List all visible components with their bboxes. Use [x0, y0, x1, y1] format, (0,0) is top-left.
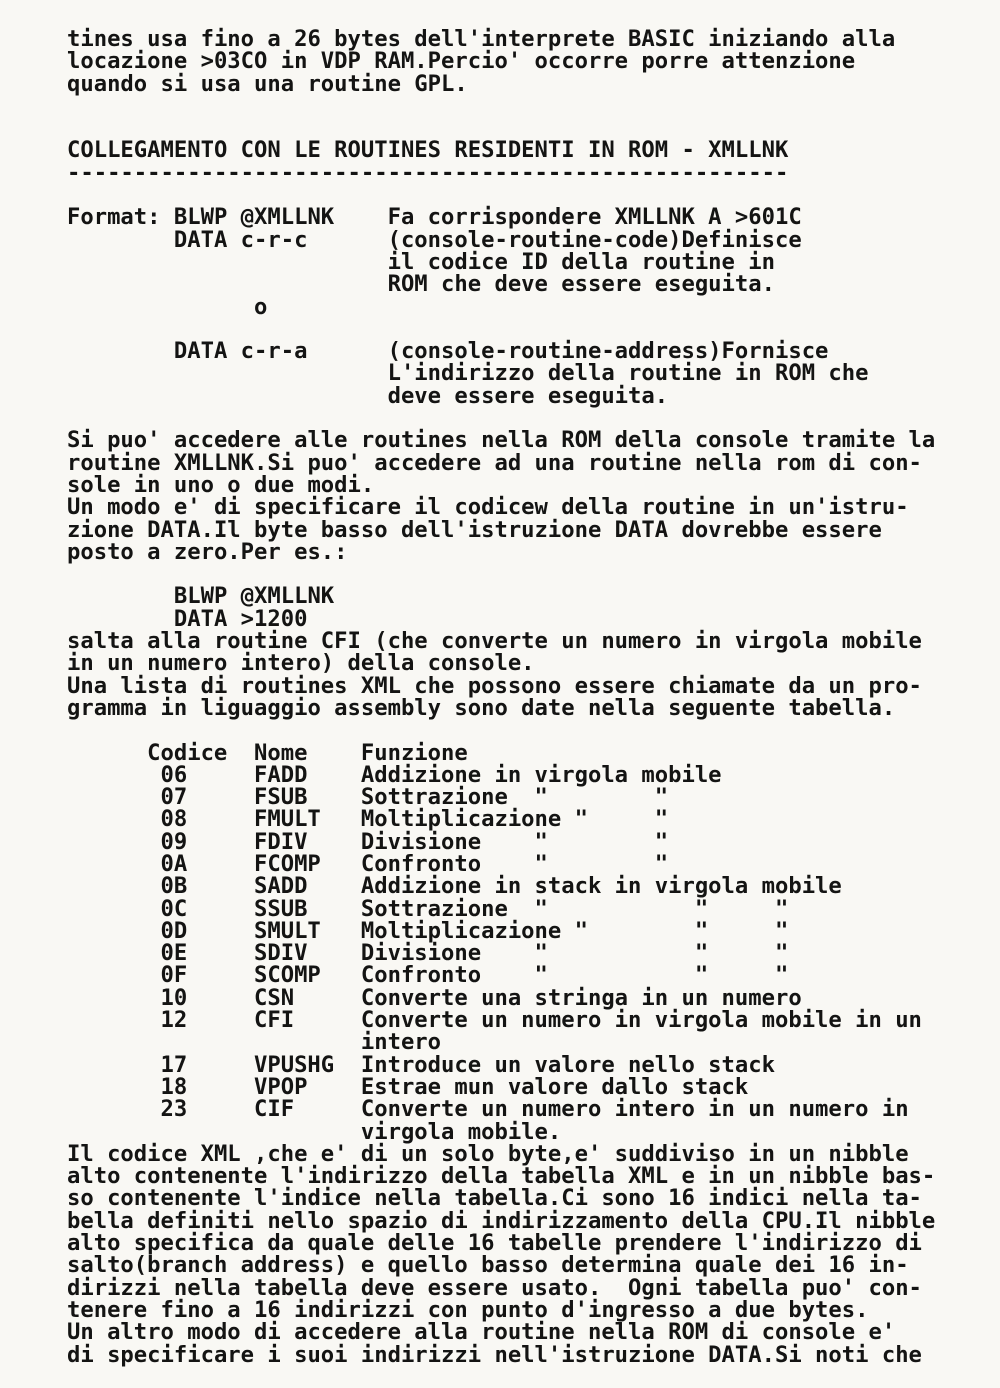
cell-codice: 23: [160, 1096, 188, 1123]
paragraph-line: di specificare i suoi indirizzi nell'istruzione DATA.Si noti che: [67, 1341, 922, 1368]
cell-funzione: Introduce un valore nello stack: [360, 1051, 775, 1078]
table-header-codice: Codice: [147, 739, 228, 766]
table-row: [67, 806, 1000, 833]
cell-nome: FMULT: [254, 806, 321, 833]
cell-funzione: Confronto " " ": [360, 962, 789, 989]
cell-funzione: Moltiplicazione " " ": [360, 917, 789, 944]
table-row: [67, 873, 1000, 900]
cell-nome: CIF: [254, 1096, 295, 1123]
paragraph-line: zione DATA.Il byte basso dell'istruzione DATA dovrebbe essere: [67, 516, 882, 543]
paragraph-line: Una lista di routines XML che possono essere chiamate da un pro-: [67, 672, 922, 699]
paragraph-line: routine XMLLNK.Si puo' accedere ad una routine nella rom di con-: [67, 449, 922, 476]
paragraph-line: in un numero intero) della console.: [67, 650, 535, 677]
cell-codice: 17: [160, 1051, 188, 1078]
table-row: [67, 1073, 1000, 1100]
table-row: [67, 1096, 1000, 1123]
paragraph-line: so contenente l'indice nella tabella.Ci sono 16 indici nella ta-: [67, 1185, 922, 1212]
paragraph-line: salta alla routine CFI (che converte un numero in virgola mobile: [67, 628, 922, 655]
cell-funzione: Sottrazione " ": [360, 784, 669, 811]
cell-codice: 0C: [160, 895, 188, 922]
cell-funzione: Converte un numero in virgola mobile in un: [360, 1007, 922, 1034]
cell-codice: 0D: [160, 917, 188, 944]
format-line: DATA c-r-c (console-routine-code)Definisce: [67, 226, 802, 253]
table-header-row: [67, 739, 1000, 766]
cell-nome: CFI: [254, 1007, 295, 1034]
blank-line: [67, 184, 1000, 206]
cell-codice: 0E: [160, 940, 188, 967]
blank-line: [67, 117, 1000, 139]
cell-nome: FDIV: [254, 828, 308, 855]
section-title: COLLEGAMENTO CON LE ROUTINES RESIDENTI IN ROM - XMLLNK: [67, 137, 789, 164]
paragraph-line: sole in uno o due modi.: [67, 471, 375, 498]
cell-codice: 09: [160, 828, 188, 855]
cell-funzione: Estrae mun valore dallo stack: [360, 1073, 749, 1100]
cell-funzione: Converte un numero intero in un numero in: [360, 1096, 909, 1123]
paragraph-line: Un modo e' di specificare il codicew della routine in un'istru-: [67, 494, 909, 521]
cell-funzione: Moltiplicazione " ": [360, 806, 669, 833]
blank-line: [67, 407, 1000, 429]
format-line: DATA c-r-a (console-routine-address)Fornisce: [67, 338, 829, 365]
cell-nome: SMULT: [254, 917, 321, 944]
paragraph-line: alto contenente l'indirizzo della tabella XML e in un nibble bas-: [67, 1163, 936, 1190]
table-header-funzione: Funzione: [360, 739, 468, 766]
format-line: deve essere eseguita.: [67, 382, 669, 409]
format-line: Format: BLWP @XMLLNK Fa corrispondere XMLLNK A >601C: [67, 204, 802, 231]
intro-line: tines usa fino a 26 bytes dell'interprete BASIC iniziando alla: [67, 26, 896, 52]
format-line: il codice ID della routine in: [67, 248, 775, 275]
cell-codice: 18: [160, 1073, 188, 1100]
format-line: o: [67, 293, 268, 320]
cell-nome: FCOMP: [254, 850, 321, 877]
table-row: [67, 962, 1000, 989]
format-line: [67, 318, 1000, 340]
cell-nome: FSUB: [254, 784, 308, 811]
table-row-continuation: [67, 1029, 1000, 1056]
table-row: [67, 850, 1000, 877]
table-header-nome: Nome: [254, 739, 308, 766]
paragraph-line: bella definiti nello spazio di indirizzamento della CPU.Il nibble: [67, 1207, 936, 1234]
table-row-continuation: [67, 1118, 1000, 1145]
cell-codice: 12: [160, 1007, 188, 1034]
cell-codice: 10: [160, 984, 188, 1011]
table-row: [67, 940, 1000, 967]
paragraph-line: tenere fino a 16 indirizzi con punto d'ingresso a due bytes.: [67, 1296, 869, 1323]
format-line: ROM che deve essere eseguita.: [67, 271, 775, 298]
cell-funzione: Addizione in stack in virgola mobile: [360, 873, 842, 900]
format-line: L'indirizzo della routine in ROM che: [67, 360, 869, 387]
paragraph-line: posto a zero.Per es.:: [67, 538, 348, 565]
cell-funzione: Sottrazione " " ": [360, 895, 789, 922]
table-row: [67, 984, 1000, 1011]
cell-nome: CSN: [254, 984, 295, 1011]
intro-line: quando si usa una routine GPL.: [67, 70, 468, 97]
paragraph-line: salto(branch address) e quello basso determina quale dei 16 in-: [67, 1252, 909, 1279]
cell-funzione: virgola mobile.: [360, 1118, 562, 1145]
cell-codice: 06: [160, 761, 188, 788]
table-row: [67, 761, 1000, 788]
cell-codice: 0B: [160, 873, 188, 900]
cell-funzione: Addizione in virgola mobile: [360, 761, 722, 788]
blank-line: [67, 719, 1000, 741]
cell-nome: VPOP: [254, 1073, 308, 1100]
cell-funzione: intero: [360, 1029, 442, 1056]
cell-nome: SSUB: [254, 895, 308, 922]
cell-codice: 08: [160, 806, 188, 833]
blank-line: [67, 563, 1000, 585]
cell-codice: 0F: [160, 962, 188, 989]
intro-line: locazione >03CO in VDP RAM.Percio' occorre porre attenzione: [67, 48, 856, 75]
code-example-line: BLWP @XMLLNK: [67, 583, 335, 610]
paragraph-line: alto specifica da quale delle 16 tabelle prendere l'indirizzo di: [67, 1230, 922, 1257]
cell-funzione: Converte una stringa in un numero: [360, 984, 802, 1011]
section-underline: ------------------------------------------------------: [67, 159, 789, 186]
paragraph-line: Un altro modo di accedere alla routine nella ROM di console e': [67, 1319, 896, 1346]
code-example-line: DATA >1200: [67, 605, 308, 632]
paragraph-line: Il codice XML ,che e' di un solo byte,e' suddiviso in un nibble: [67, 1140, 909, 1167]
cell-nome: FADD: [254, 761, 308, 788]
paragraph-line: gramma in liguaggio assembly sono date nella seguente tabella.: [67, 694, 896, 721]
blank-line: [67, 95, 1000, 117]
cell-nome: SDIV: [254, 940, 308, 967]
table-row: [67, 784, 1000, 811]
table-row: [67, 1051, 1000, 1078]
cell-funzione: Divisione " ": [360, 828, 669, 855]
cell-nome: SADD: [254, 873, 308, 900]
table-row: [67, 828, 1000, 855]
paragraph-line: Si puo' accedere alle routines nella ROM della console tramite la: [67, 427, 936, 454]
cell-funzione: Divisione " " ": [360, 940, 789, 967]
cell-codice: 07: [160, 784, 188, 811]
cell-nome: SCOMP: [254, 962, 321, 989]
table-row: [67, 1007, 1000, 1034]
cell-funzione: Confronto " ": [360, 850, 669, 877]
cell-nome: VPUSHG: [254, 1051, 335, 1078]
paragraph-line: dirizzi nella tabella deve essere usato. Ogni tabella puo' con-: [67, 1274, 922, 1301]
table-row: [67, 917, 1000, 944]
table-row: [67, 895, 1000, 922]
cell-codice: 0A: [160, 850, 188, 877]
